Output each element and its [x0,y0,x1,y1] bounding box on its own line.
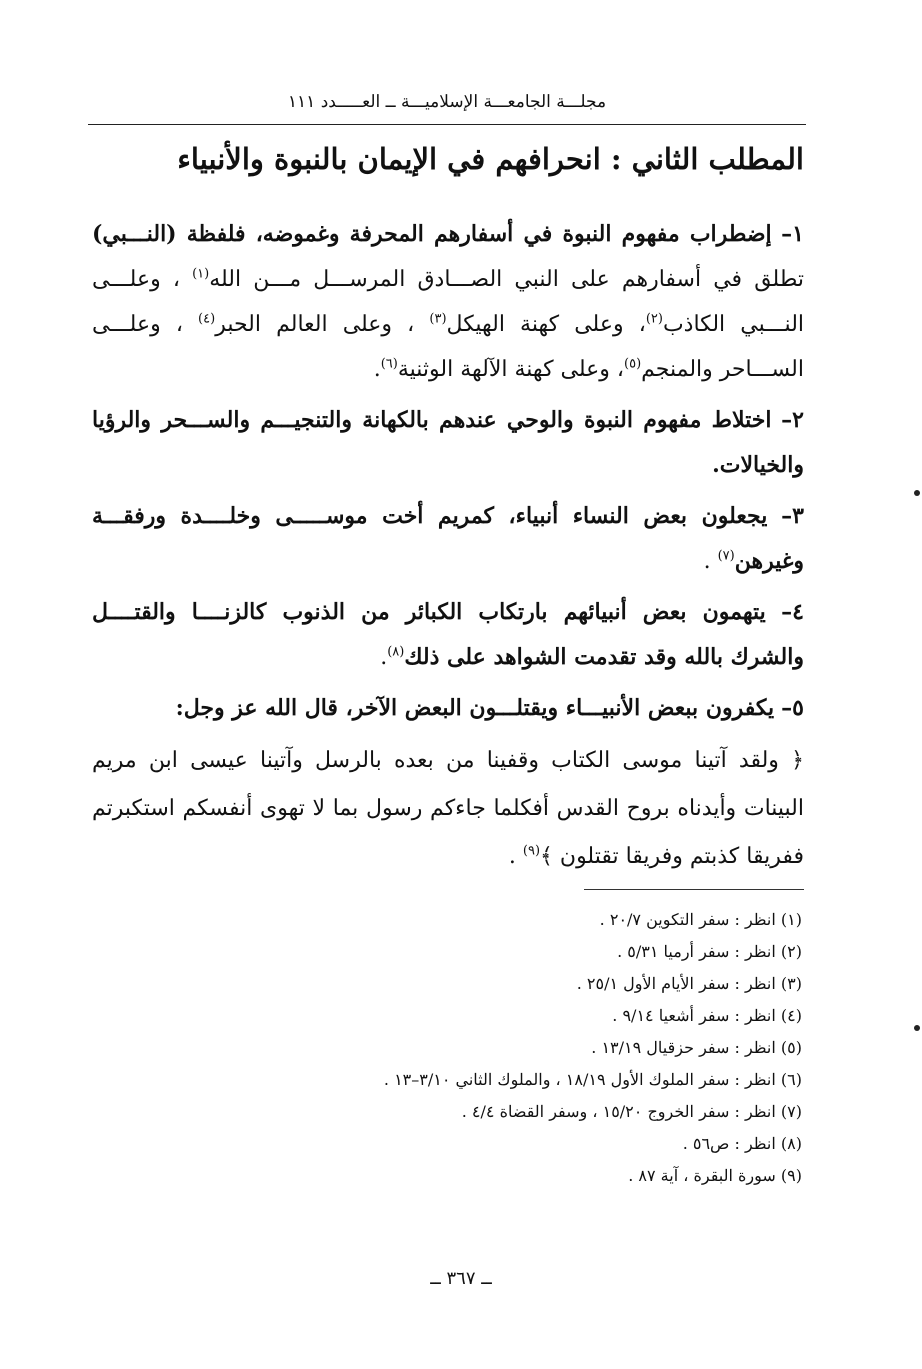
footnote-text: انظر : ص٥٦ . [682,1134,776,1153]
section-title: المطلب الثاني : انحرافهم في الإيمان بالنبوة والأنبياء [177,142,804,176]
footnote-text: انظر : سفر التكوين ٢٠/٧ . [599,910,776,929]
footnote-number: (٧) [780,1102,802,1121]
page-number: ــ ٣٦٧ ــ [430,1268,492,1289]
footnote-ref[interactable]: (٨) [387,644,405,660]
footnote-text: انظر : سفر حزقيال ١٣/١٩ . [591,1038,776,1057]
paragraph-lead: يتهمون بعض أنبيائهم بارتكاب الكبائر من الذنوب كالزنــــا والقتــــل والشرك بالله وقد تقدمت الشواهد على ذلك [92,599,804,670]
quran-verse [92,737,804,881]
paragraph-number: ٣– [781,503,804,529]
paragraph-number: ٢– [781,407,804,433]
footnote-item [162,904,802,936]
footnote-item [162,1064,802,1096]
footnote-ref[interactable]: (٧) [717,548,735,564]
paragraph-tail: . [703,549,718,574]
paragraph-number: ٤– [781,599,804,625]
paragraph-text: تطلق في أسفارهم على النبي الصـــادق المرســـل مـــن الله [209,267,805,292]
scan-mark [914,1025,920,1031]
paragraph-lead: اختلاط مفهوم النبوة والوحي عندهم بالكهانة والتنجيـــم والســـحر والرؤيا والخيالات. [92,407,804,478]
paragraph-text: ، وعلى كهنة الآلهة الوثنية [397,357,624,382]
footnote-number: (٩) [780,1166,802,1185]
paragraph-number: ١– [781,221,804,247]
paragraph-4 [92,590,804,680]
paragraph-text: ، وعلـــى النـــبي الكاذب [92,267,805,337]
paragraph-number: ٥– [781,695,804,721]
footnote-item [162,1128,802,1160]
footnote-divider [584,889,804,890]
paragraph-2 [92,398,804,488]
scan-mark [914,490,920,496]
footnote-ref[interactable]: (٢) [645,311,663,327]
footnote-text: انظر : سفر أرميا ٥/٣١ . [617,942,776,961]
header-divider [88,124,806,125]
footnote-text: انظر : سفر الخروج ١٥/٢٠ ، وسفر القضاة ٤/٤ . [461,1102,776,1121]
footnote-item [162,936,802,968]
footnote-number: (١) [780,910,802,929]
footnote-ref[interactable]: (٩) [522,843,541,859]
paragraph-lead: يكفرون ببعض الأنبيـــاء ويقتلـــون البعض الآخر، قال الله عز وجل: [175,695,775,721]
paragraph-lead: إضطراب مفهوم النبوة في أسفارهم المحرفة وغموضه، فلفظة (النـــبي) [92,221,772,247]
verse-tail: . [508,844,523,869]
footnote-text: انظر : سفر أشعيا ٩/١٤ . [612,1006,776,1025]
footnote-ref[interactable]: (٦) [380,356,398,372]
paragraph-1 [92,212,804,392]
footnote-number: (٥) [780,1038,802,1057]
footnote-number: (٨) [780,1134,802,1153]
footnotes [162,904,802,1192]
footnote-ref[interactable]: (١) [192,266,210,282]
footnote-text: انظر : سفر الملوك الأول ١٨/١٩ ، والملوك الثاني ٣/١٠–١٣ . [383,1070,776,1089]
footnote-text: سورة البقرة ، آية ٨٧ . [628,1166,776,1185]
paragraph-3 [92,494,804,584]
footnote-item [162,1032,802,1064]
footnote-item [162,968,802,1000]
paragraph-text: ، وعلـــى الســـاحر والمنجم [92,312,804,382]
paragraph-text: ، وعلى العالم الحبر [215,312,430,337]
footnote-ref[interactable]: (٤) [198,311,216,327]
paragraph-lead: يجعلون بعض النساء أنبياء، كمريم أخت موســـــى وخلــــدة ورفقـــة وغيرهن [92,503,804,574]
footnote-ref[interactable]: (٥) [624,356,642,372]
running-header: مجلـــة الجامعـــة الإسلاميـــة ــ العـــــدد ١١١ [287,92,607,112]
paragraph-5 [92,686,804,731]
paragraph-text: ، وعلى كهنة الهيكل [446,312,646,337]
footnote-item [162,1160,802,1192]
body-text [92,212,804,887]
footnote-text: انظر : سفر الأيام الأول ٢٥/١ . [576,974,776,993]
footnote-number: (٦) [780,1070,802,1089]
footnote-item [162,1000,802,1032]
footnote-number: (٤) [780,1006,802,1025]
verse-text: ﴿ ولقد آتينا موسى الكتاب وقفينا من بعده بالرسل وآتينا عيسى ابن مريم البينات وأيدناه بروح القدس أفكلما جاءكم رسول بما لا تهوى أنفسكم استكبرتم ففريقا كذبتم وفريقا تقتلون ﴾ [92,748,805,869]
footnote-ref[interactable]: (٣) [429,311,447,327]
footnote-number: (٣) [780,974,802,993]
paragraph-tail: . [380,645,388,670]
footnote-item [162,1096,802,1128]
paragraph-text: . [373,357,381,382]
footnote-number: (٢) [780,942,802,961]
